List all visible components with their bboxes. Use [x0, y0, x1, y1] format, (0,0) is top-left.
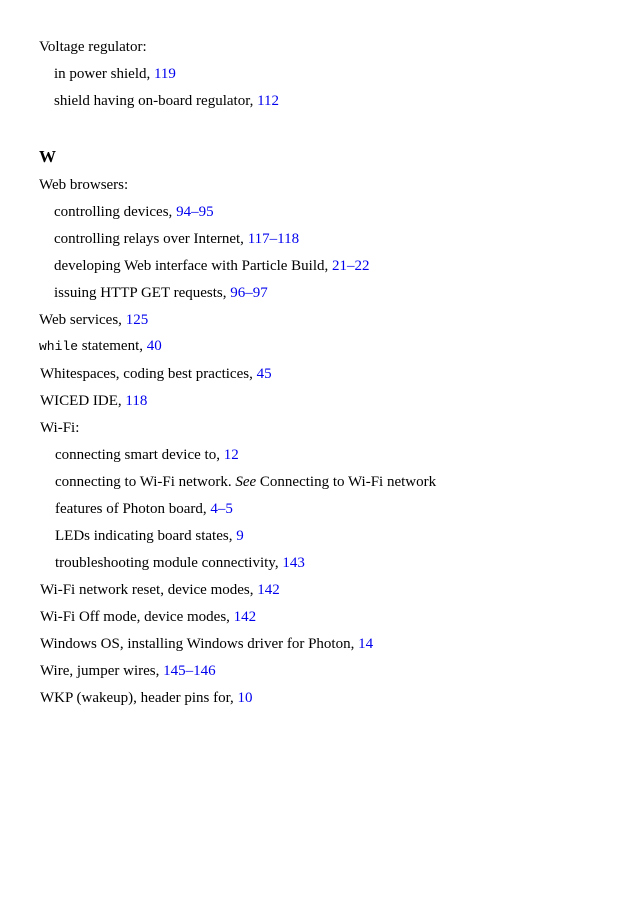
page-link[interactable]: 12: [223, 447, 239, 463]
index-term-while-statement: [39, 337, 162, 356]
term-label: Whitespaces, coding best practices,: [40, 366, 257, 382]
subentry-text: troubleshooting module connectivity,: [55, 555, 283, 571]
see-label: See: [235, 474, 257, 490]
index-subentry: [55, 500, 233, 518]
subentry-text: features of Photon board,: [55, 501, 211, 517]
term-label: Voltage regulator:: [39, 39, 147, 55]
subentry-text: in power shield,: [54, 66, 154, 82]
page-link[interactable]: 9: [236, 528, 244, 544]
subentry-text: connecting to Wi-Fi network.: [55, 474, 236, 490]
index-term-wiced-ide: [40, 392, 147, 410]
index-subentry: [55, 554, 305, 572]
index-term-web-browsers: [39, 176, 128, 194]
index-subentry: [54, 284, 268, 302]
term-label: Windows OS, installing Windows driver for Photon,: [40, 636, 359, 652]
subentry-text: controlling relays over Internet,: [54, 231, 248, 247]
index-subentry: [54, 92, 279, 110]
index-subentry-see-reference: [55, 473, 436, 491]
term-label: WKP (wakeup), header pins for,: [40, 690, 238, 706]
page-link[interactable]: 112: [257, 93, 280, 109]
term-label: Web services,: [39, 312, 126, 328]
page-link[interactable]: 21–22: [332, 258, 370, 274]
page-link[interactable]: 118: [125, 393, 148, 409]
index-subentry: [54, 203, 214, 221]
page-link[interactable]: 45: [256, 366, 272, 382]
index-subentry: [54, 230, 299, 248]
subentry-text: connecting smart device to,: [55, 447, 224, 463]
page-link[interactable]: 142: [233, 609, 257, 625]
page-link[interactable]: 143: [282, 555, 305, 571]
index-subentry: [54, 65, 176, 83]
index-term-windows-os: [40, 635, 373, 653]
term-label: WICED IDE,: [40, 393, 126, 409]
page-link[interactable]: 119: [153, 66, 176, 82]
index-term-web-services: [39, 311, 148, 329]
term-label: statement,: [78, 338, 147, 354]
page-link[interactable]: 117–118: [247, 231, 300, 247]
section-letter-heading: W: [39, 147, 56, 166]
subentry-text: developing Web interface with Particle Build,: [54, 258, 333, 274]
index-term-whitespaces: [40, 365, 272, 383]
page-link[interactable]: 125: [125, 312, 149, 328]
term-label: Wire, jumper wires,: [40, 663, 164, 679]
subentry-text: shield having on-board regulator,: [54, 93, 258, 109]
term-label: Wi-Fi Off mode, device modes,: [40, 609, 234, 625]
subentry-text: LEDs indicating board states,: [55, 528, 237, 544]
index-subentry: [54, 257, 370, 275]
code-keyword: while: [39, 339, 79, 354]
index-term-wkp: [40, 689, 253, 707]
index-term-voltage-regulator: [39, 38, 147, 56]
index-subentry: [55, 527, 244, 545]
index-term-wifi-network-reset: [40, 581, 280, 599]
index-subentry: [55, 446, 239, 464]
page-link[interactable]: 10: [237, 690, 253, 706]
page-link[interactable]: 142: [257, 582, 280, 598]
page-link[interactable]: 145–146: [163, 663, 216, 679]
term-label: Wi-Fi:: [40, 420, 80, 436]
page-link[interactable]: 14: [358, 636, 374, 652]
page-link[interactable]: 96–97: [230, 285, 268, 301]
page-link[interactable]: 94–95: [176, 204, 214, 220]
subentry-text: controlling devices,: [54, 204, 177, 220]
index-term-wifi-off-mode: [40, 608, 256, 626]
subentry-text: issuing HTTP GET requests,: [54, 285, 231, 301]
term-label: Web browsers:: [39, 177, 129, 193]
term-label: Wi-Fi network reset, device modes,: [40, 582, 258, 598]
index-term-wifi: [40, 419, 79, 437]
see-target: Connecting to Wi-Fi network: [256, 474, 437, 490]
index-term-wire: [40, 662, 216, 680]
page-link[interactable]: 40: [146, 338, 162, 354]
page-link[interactable]: 4–5: [210, 501, 233, 517]
